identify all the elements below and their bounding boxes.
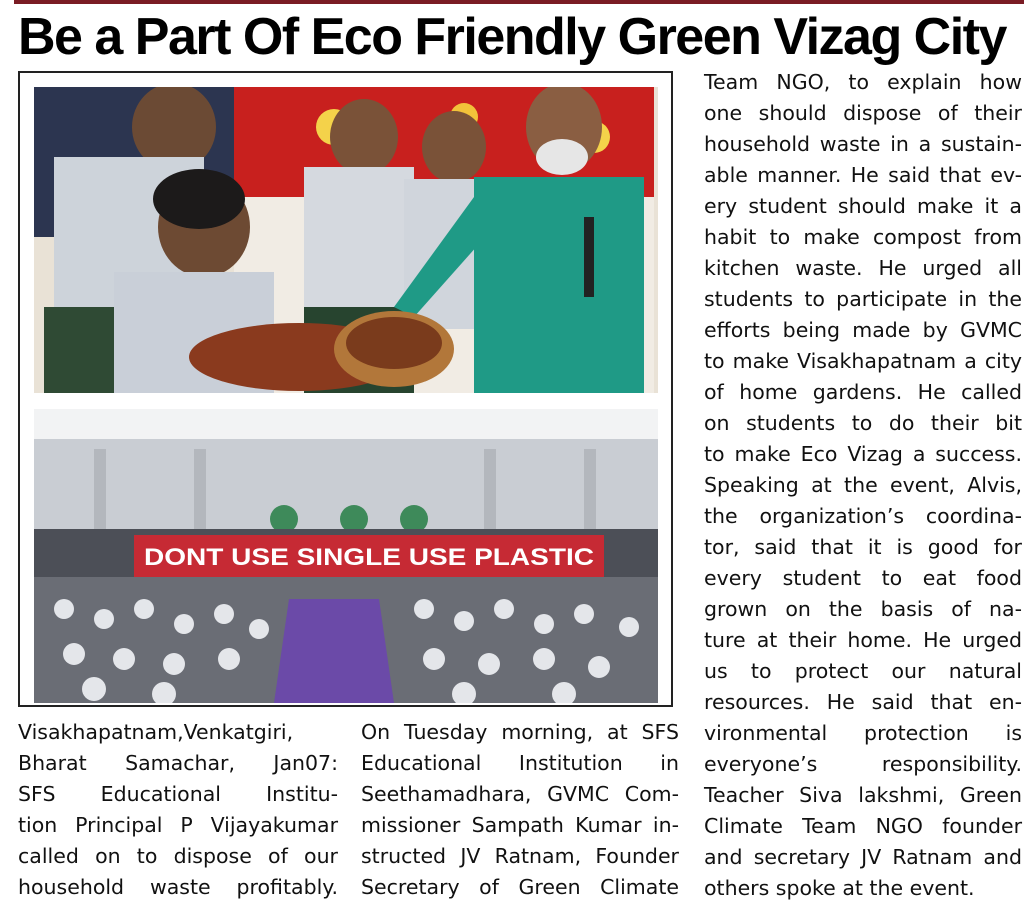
article-line: vironmental protection is — [704, 721, 1022, 745]
article-line: household waste profitably. — [18, 875, 338, 899]
article-line: Teacher Siva lakshmi, Green — [704, 783, 1022, 807]
article-line: SFS Educational Institu- — [18, 782, 338, 806]
article-line: ture at their home. He urged — [704, 628, 1022, 652]
top-rule — [14, 0, 1024, 4]
article-column-1 — [18, 717, 338, 903]
article-column-3 — [704, 67, 1022, 904]
article-line: tion Principal P Vijayakumar — [18, 813, 338, 837]
article-line: of home gardens. He called — [704, 380, 1022, 404]
article-line: and secretary JV Ratnam and — [704, 845, 1022, 869]
article-line: grown on the basis of na- — [704, 597, 1022, 621]
article-line: everyone’s responsibility. — [704, 752, 1022, 776]
photo-compost-demo — [34, 87, 658, 393]
article-line: to make Eco Vizag a success. — [704, 442, 1022, 466]
article-line: resources. He said that en- — [704, 690, 1022, 714]
article-line: Bharat Samachar, Jan07: — [18, 751, 338, 775]
article-line: to make Visakhapatnam a city — [704, 349, 1022, 373]
article-line: able manner. He said that ev- — [704, 163, 1022, 187]
article-line: Climate Team NGO founder — [704, 814, 1022, 838]
article-line: kitchen waste. He urged all — [704, 256, 1022, 280]
article-line: efforts being made by GVMC — [704, 318, 1022, 342]
article-line: Speaking at the event, Alvis, — [704, 473, 1022, 497]
article-line: others spoke at the event. — [704, 876, 975, 900]
article-line: habit to make compost from — [704, 225, 1022, 249]
article-line: Secretary of Green Climate — [361, 875, 679, 899]
article-line: structed JV Ratnam, Founder — [361, 844, 679, 868]
article-line: missioner Sampath Kumar in- — [361, 813, 679, 837]
article-line: on students to do their bit — [704, 411, 1022, 435]
article-line: called on to dispose of our — [18, 844, 338, 868]
article-line: Team NGO, to explain how — [704, 70, 1022, 94]
photo-frame — [18, 71, 673, 707]
photo-assembly — [34, 409, 658, 703]
article-line: Seethamadhara, GVMC Com- — [361, 782, 679, 806]
article-line: ery student should make it a — [704, 194, 1022, 218]
article-line: one should dispose of their — [704, 101, 1022, 125]
banner-text: DONT USE SINGLE USE PLASTIC — [144, 544, 594, 571]
photo-compost-demo-image — [34, 87, 658, 393]
article-line: us to protect our natural — [704, 659, 1022, 683]
article-column-2 — [361, 717, 679, 903]
article-line: Educational Institution in — [361, 751, 679, 775]
article-line: On Tuesday morning, at SFS — [361, 720, 679, 744]
article-line: household waste in a sustain- — [704, 132, 1022, 156]
article-line: students to participate in the — [704, 287, 1022, 311]
photo-assembly-image — [34, 409, 658, 703]
article-line: the organization’s coordina- — [704, 504, 1022, 528]
article-line: Visakhapatnam,Venkatgiri, — [18, 720, 294, 744]
article-line: tor, said that it is good for — [704, 535, 1022, 559]
headline: Be a Part Of Eco Friendly Green Vizag City — [18, 8, 1006, 66]
article-line: every student to eat food — [704, 566, 1022, 590]
